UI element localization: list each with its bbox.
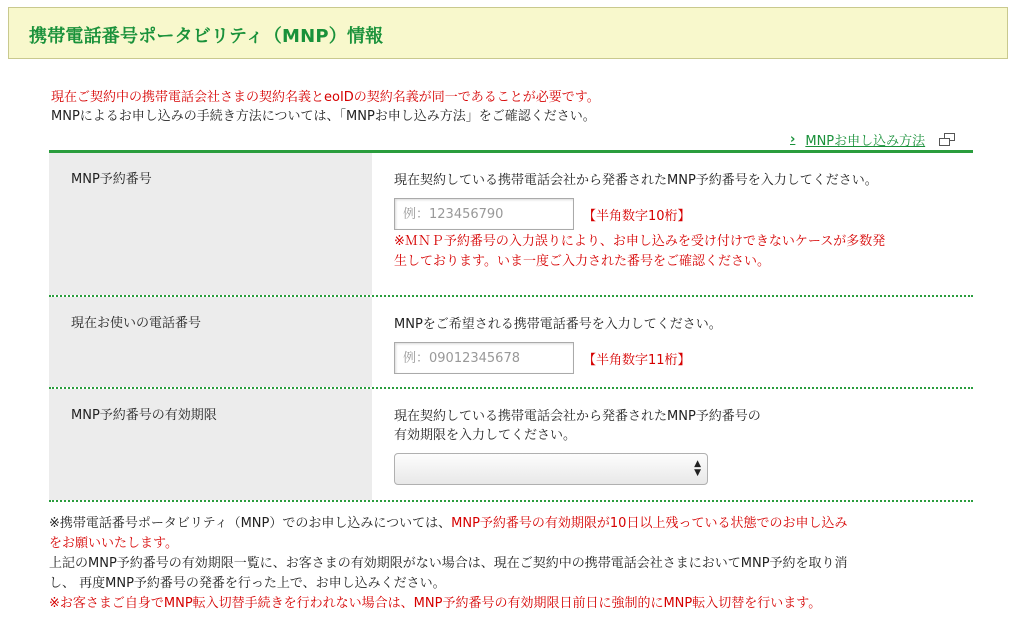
- format-hint: 【半角数字10桁】: [583, 208, 691, 224]
- row-label: MNP予約番号の有効期限: [49, 389, 372, 500]
- external-window-icon: [939, 133, 957, 147]
- row-label: 現在お使いの電話番号: [49, 297, 372, 387]
- note-line: 生しております。いま一度ご入力された番号をご確認ください。: [394, 254, 770, 269]
- form-row-mnp-number: [49, 150, 973, 297]
- row-label: MNP予約番号: [49, 153, 372, 295]
- mnp-form-table: [49, 150, 973, 502]
- mnp-method-link[interactable]: [790, 130, 957, 149]
- expiry-date-select[interactable]: [394, 453, 708, 485]
- footer-notes: [49, 514, 979, 614]
- footer-warning: をお願いいたします。: [49, 536, 178, 551]
- format-hint: 【半角数字11桁】: [583, 352, 691, 368]
- row-instruction: 有効期限を入力してください。: [394, 428, 577, 443]
- select-arrows-icon: ▲ ▼: [694, 459, 701, 478]
- footer-warning: MNP予約番号の有効期限が10日以上残っている状態でのお申し込み: [451, 516, 848, 531]
- phone-number-input[interactable]: [394, 342, 574, 374]
- row-instruction: 現在契約している携帯電話会社から発番されたMNP予約番号を入力してください。: [394, 173, 878, 188]
- note-line: ※ＭＮＰ予約番号の入力誤りにより、お申し込みを受け付けできないケースが多数発: [394, 234, 886, 249]
- mnp-number-input[interactable]: [394, 198, 574, 230]
- mnp-method-link-label: MNPお申し込み方法: [805, 134, 926, 149]
- row-instruction: MNPをご希望される携帯電話番号を入力してください。: [394, 317, 722, 332]
- section-header: [8, 7, 1008, 59]
- section-title: 携帯電話番号ポータビリティ（MNP）情報: [29, 26, 384, 47]
- form-row-expiry: [49, 389, 973, 502]
- intro-warning: 現在ご契約中の携帯電話会社さまの契約名義とeoIDの契約名義が同一であることが必要です。: [51, 90, 600, 105]
- form-row-phone-number: [49, 297, 973, 389]
- footer-text: し、 再度MNP予約番号の発番を行った上で、お申し込みください。: [49, 576, 446, 591]
- row-instruction: 現在契約している携帯電話会社から発番されたMNP予約番号の: [394, 409, 761, 424]
- footer-text: 上記のMNP予約番号の有効期限一覧に、お客さまの有効期限がない場合は、現在ご契約中の携帯電話会社さまにおいてMNP予約を取り消: [49, 556, 848, 571]
- intro-text: MNPによるお申し込みの手続き方法については、「MNPお申し込み方法」をご確認ください。: [51, 109, 596, 124]
- footer-warning: ※お客さまご自身でMNP転入切替手続きを行われない場合は、MNP予約番号の有効期限日前日に強制的にMNP転入切替を行います。: [49, 596, 822, 611]
- input-error-note: [394, 232, 954, 272]
- footer-line: [49, 514, 979, 534]
- chevron-right-icon: ›: [790, 132, 796, 147]
- footer-text: ※携帯電話番号ポータビリティ（MNP）でのお申し込みについては、: [49, 516, 452, 531]
